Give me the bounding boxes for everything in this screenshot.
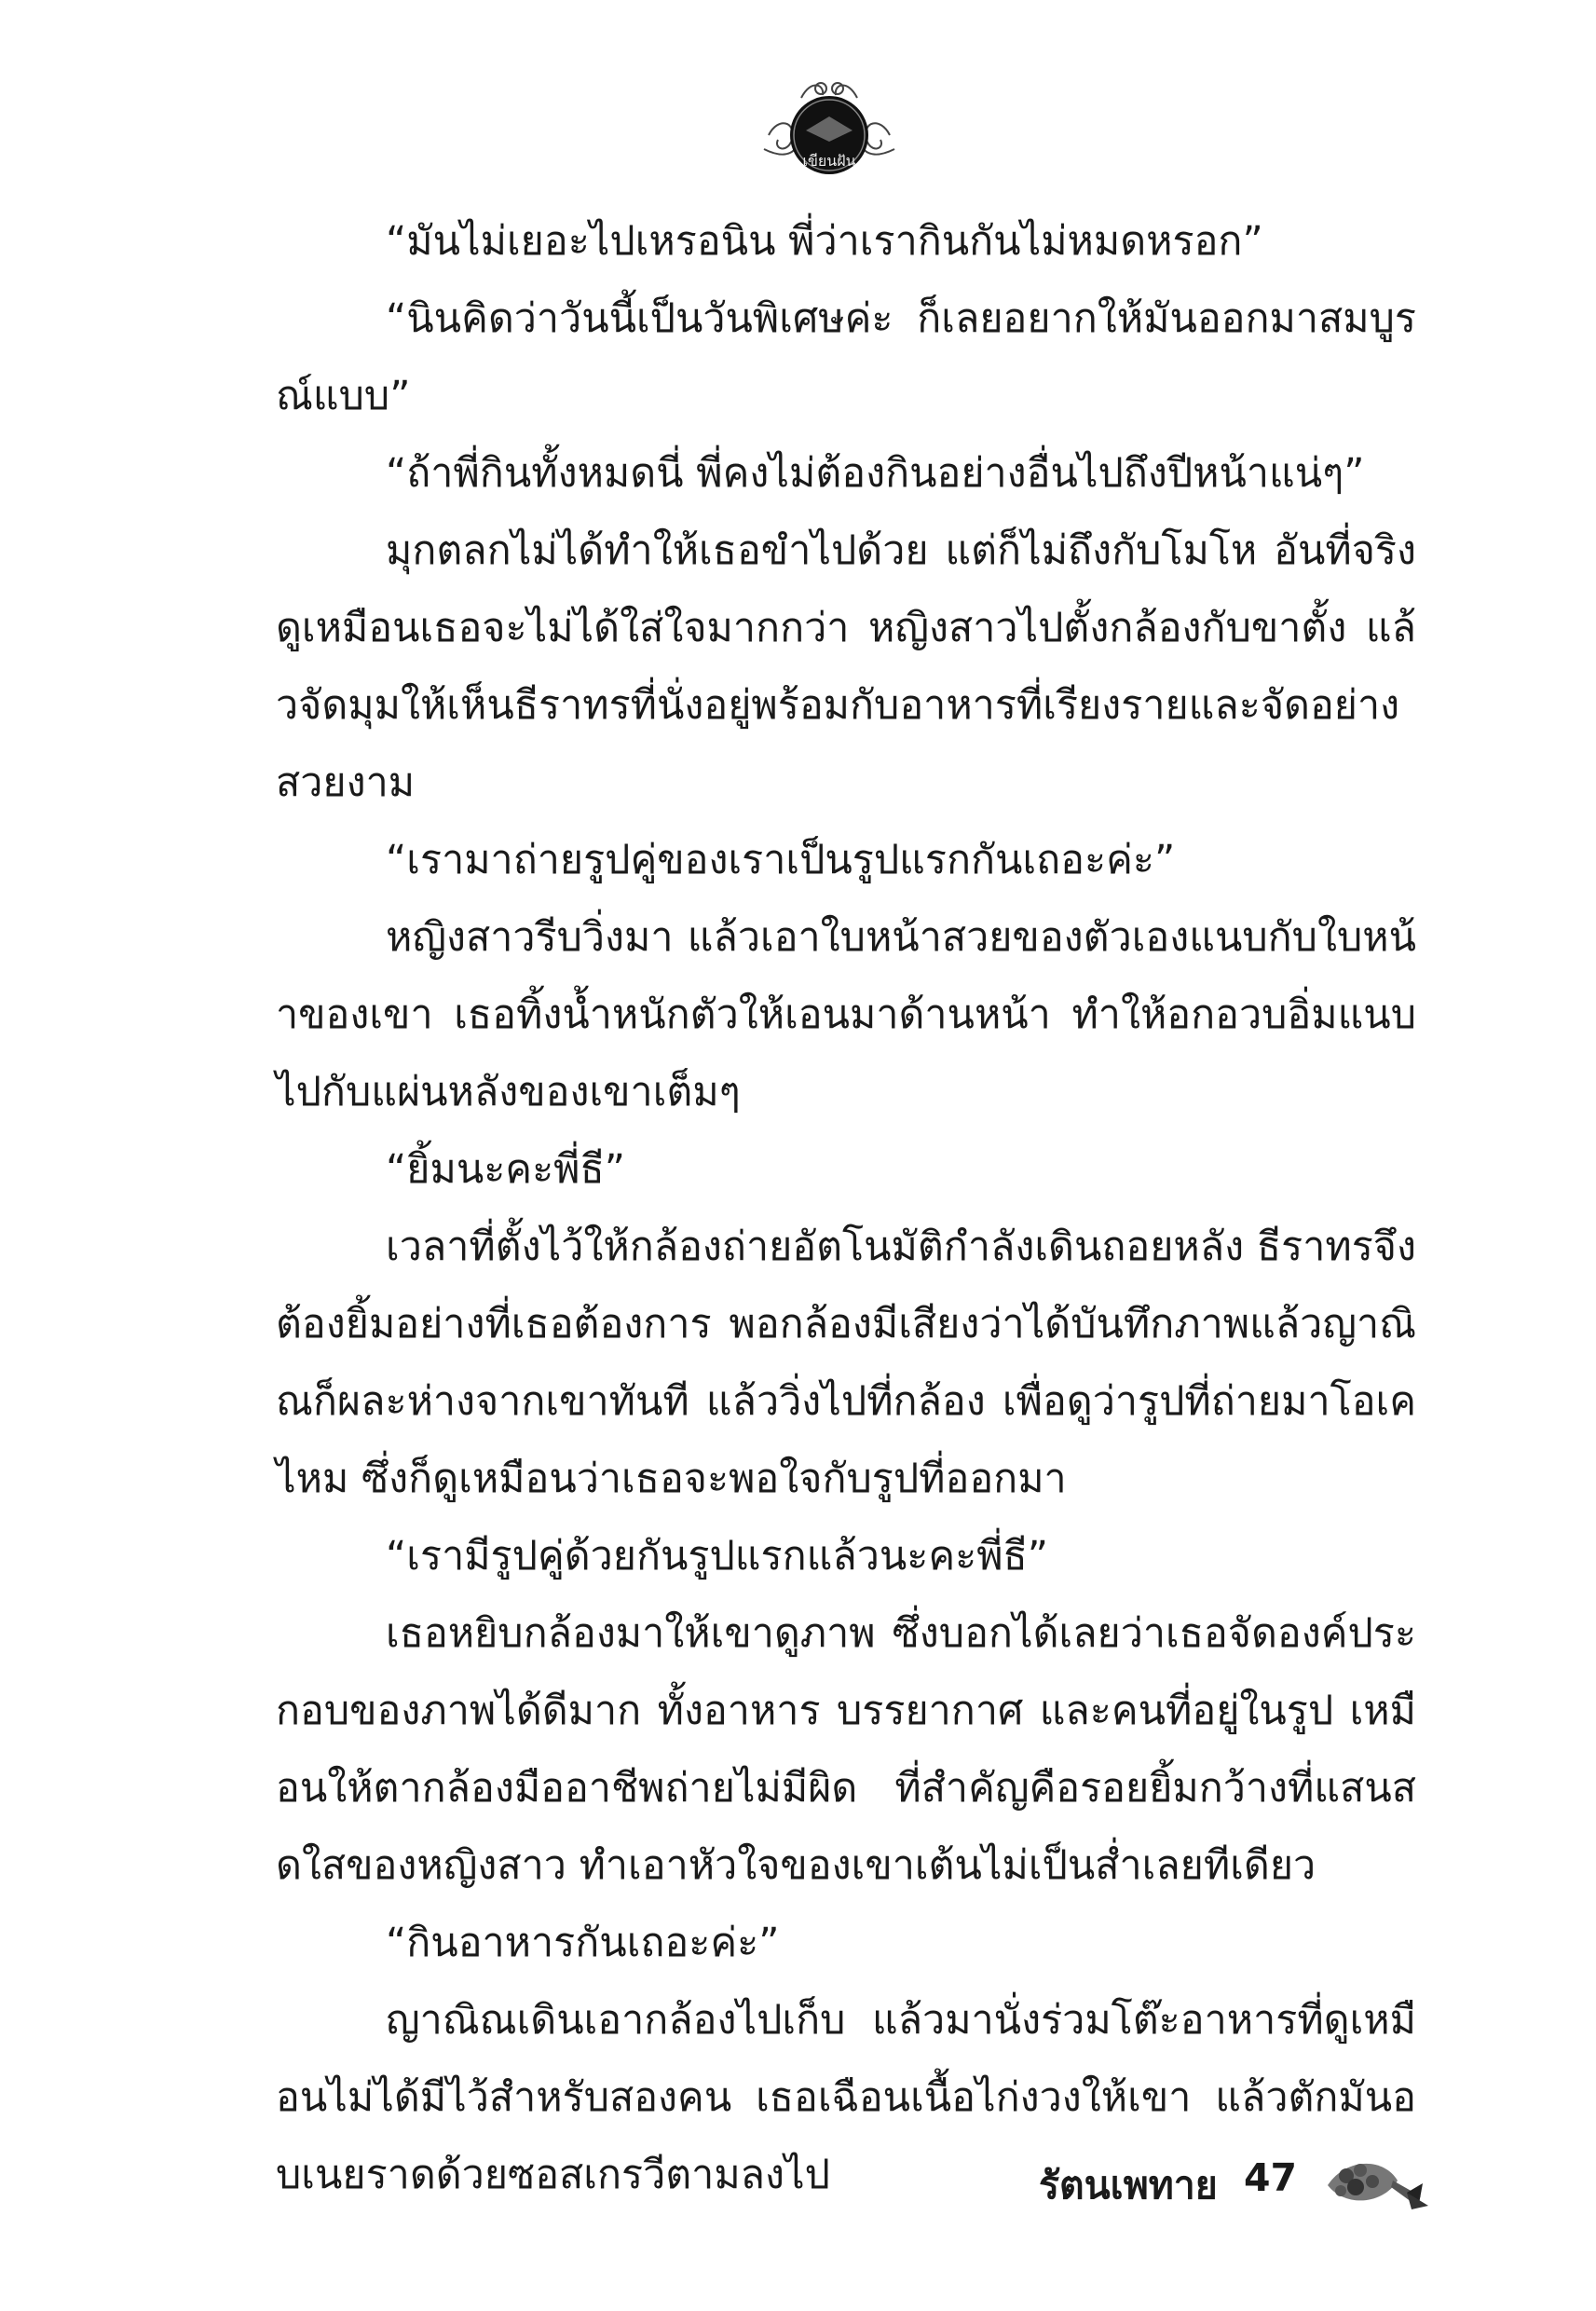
page-number: 47	[1244, 2155, 1298, 2200]
paragraph: เวลาที่ตั้งไว้ให้กล้องถ่ายอัตโนมัติกำลังเดินถอยหลัง ธีราทรจึงต้องยิ้มอย่างที่เธอต้องการ พอกล้องมีเสียงว่าได้บันทึกภาพแล้วญาณิณก็ผละห่างจากเขาทันที แล้ววิ่งไปที่กล้อง เพื่อดูว่ารูปที่ถ่ายมาโอเคไหม ซึ่งก็ดูเหมือนว่าเธอจะพอใจกับรูปที่ออกมา	[276, 1224, 1416, 1502]
paragraph: “เรามาถ่ายรูปคู่ของเราเป็นรูปแรกกันเถอะค่ะ”	[386, 837, 1176, 883]
publisher-emblem-text: เขียนฝัน	[802, 152, 856, 170]
paragraph: “ถ้าพี่กินทั้งหมดนี่ พี่คงไม่ต้องกินอย่างอื่นไปถึงปีหน้าแน่ๆ”	[386, 450, 1365, 497]
publisher-emblem-icon	[759, 65, 899, 186]
paragraph: มุกตลกไม่ได้ทำให้เธอขำไปด้วย แต่ก็ไม่ถึงกับโมโห อันที่จริงดูเหมือนเธอจะไม่ได้ใส่ใจมากกว่า หญิงสาวไปตั้งกล้องกับขาตั้ง แล้วจัดมุมให้เห็นธีราทรที่นั่งอยู่พร้อมกับอาหารที่เรียงรายและจัดอย่างสวยงาม	[276, 527, 1416, 806]
paragraph: “เรามีรูปคู่ด้วยกันรูปแรกแล้วนะคะพี่ธี”	[386, 1533, 1049, 1579]
book-title: รัตนเพทาย	[1039, 2163, 1218, 2208]
paragraph: “ยิ้มนะคะพี่ธี”	[386, 1146, 626, 1193]
paragraph: “นินคิดว่าวันนี้เป็นวันพิเศษค่ะ ก็เลยอยากให้มันออกมาสมบูรณ์แบบ”	[276, 295, 1416, 419]
paragraph: หญิงสาวรีบวิ่งมา แล้วเอาใบหน้าสวยของตัวเองแนบกับใบหน้าของเขา เธอทิ้งน้ำหนักตัวให้เอนมาด้านหน้า ทำให้อกอวบอิ่มแนบไปกับแผ่นหลังของเขาเต็มๆ	[276, 914, 1416, 1115]
page-footer	[1016, 2148, 1444, 2232]
paragraph: ญาณิณเดินเอากล้องไปเก็บ แล้วมานั่งร่วมโต๊ะอาหารที่ดูเหมือนไม่ได้มีไว้สำหรับสองคน เธอเฉือนเนื้อไก่งวงให้เขา แล้วตักมันอบเนยราดด้วยซอสเกรวีตามลงไป	[276, 1997, 1416, 2198]
paragraph: เธอหยิบกล้องมาให้เขาดูภาพ ซึ่งบอกได้เลยว่าเธอจัดองค์ประกอบของภาพได้ดีมาก ทั้งอาหาร บรรยากาศ และคนที่อยู่ในรูป เหมือนให้ตากล้องมืออาชีพถ่ายไม่มีผิด ที่สำคัญคือรอยยิ้มกว้างที่แสนสดใสของหญิงสาว ทำเอาหัวใจของเขาเต้นไม่เป็นส่ำเลยทีเดียว	[276, 1610, 1416, 1889]
paragraph: “มันไม่เยอะไปเหรอนิน พี่ว่าเรากินกันไม่หมดหรอก”	[386, 218, 1263, 265]
flower-bouquet-icon	[1318, 2148, 1430, 2222]
body-text	[276, 203, 1416, 2214]
paragraph: “กินอาหารกันเถอะค่ะ”	[386, 1920, 780, 1966]
